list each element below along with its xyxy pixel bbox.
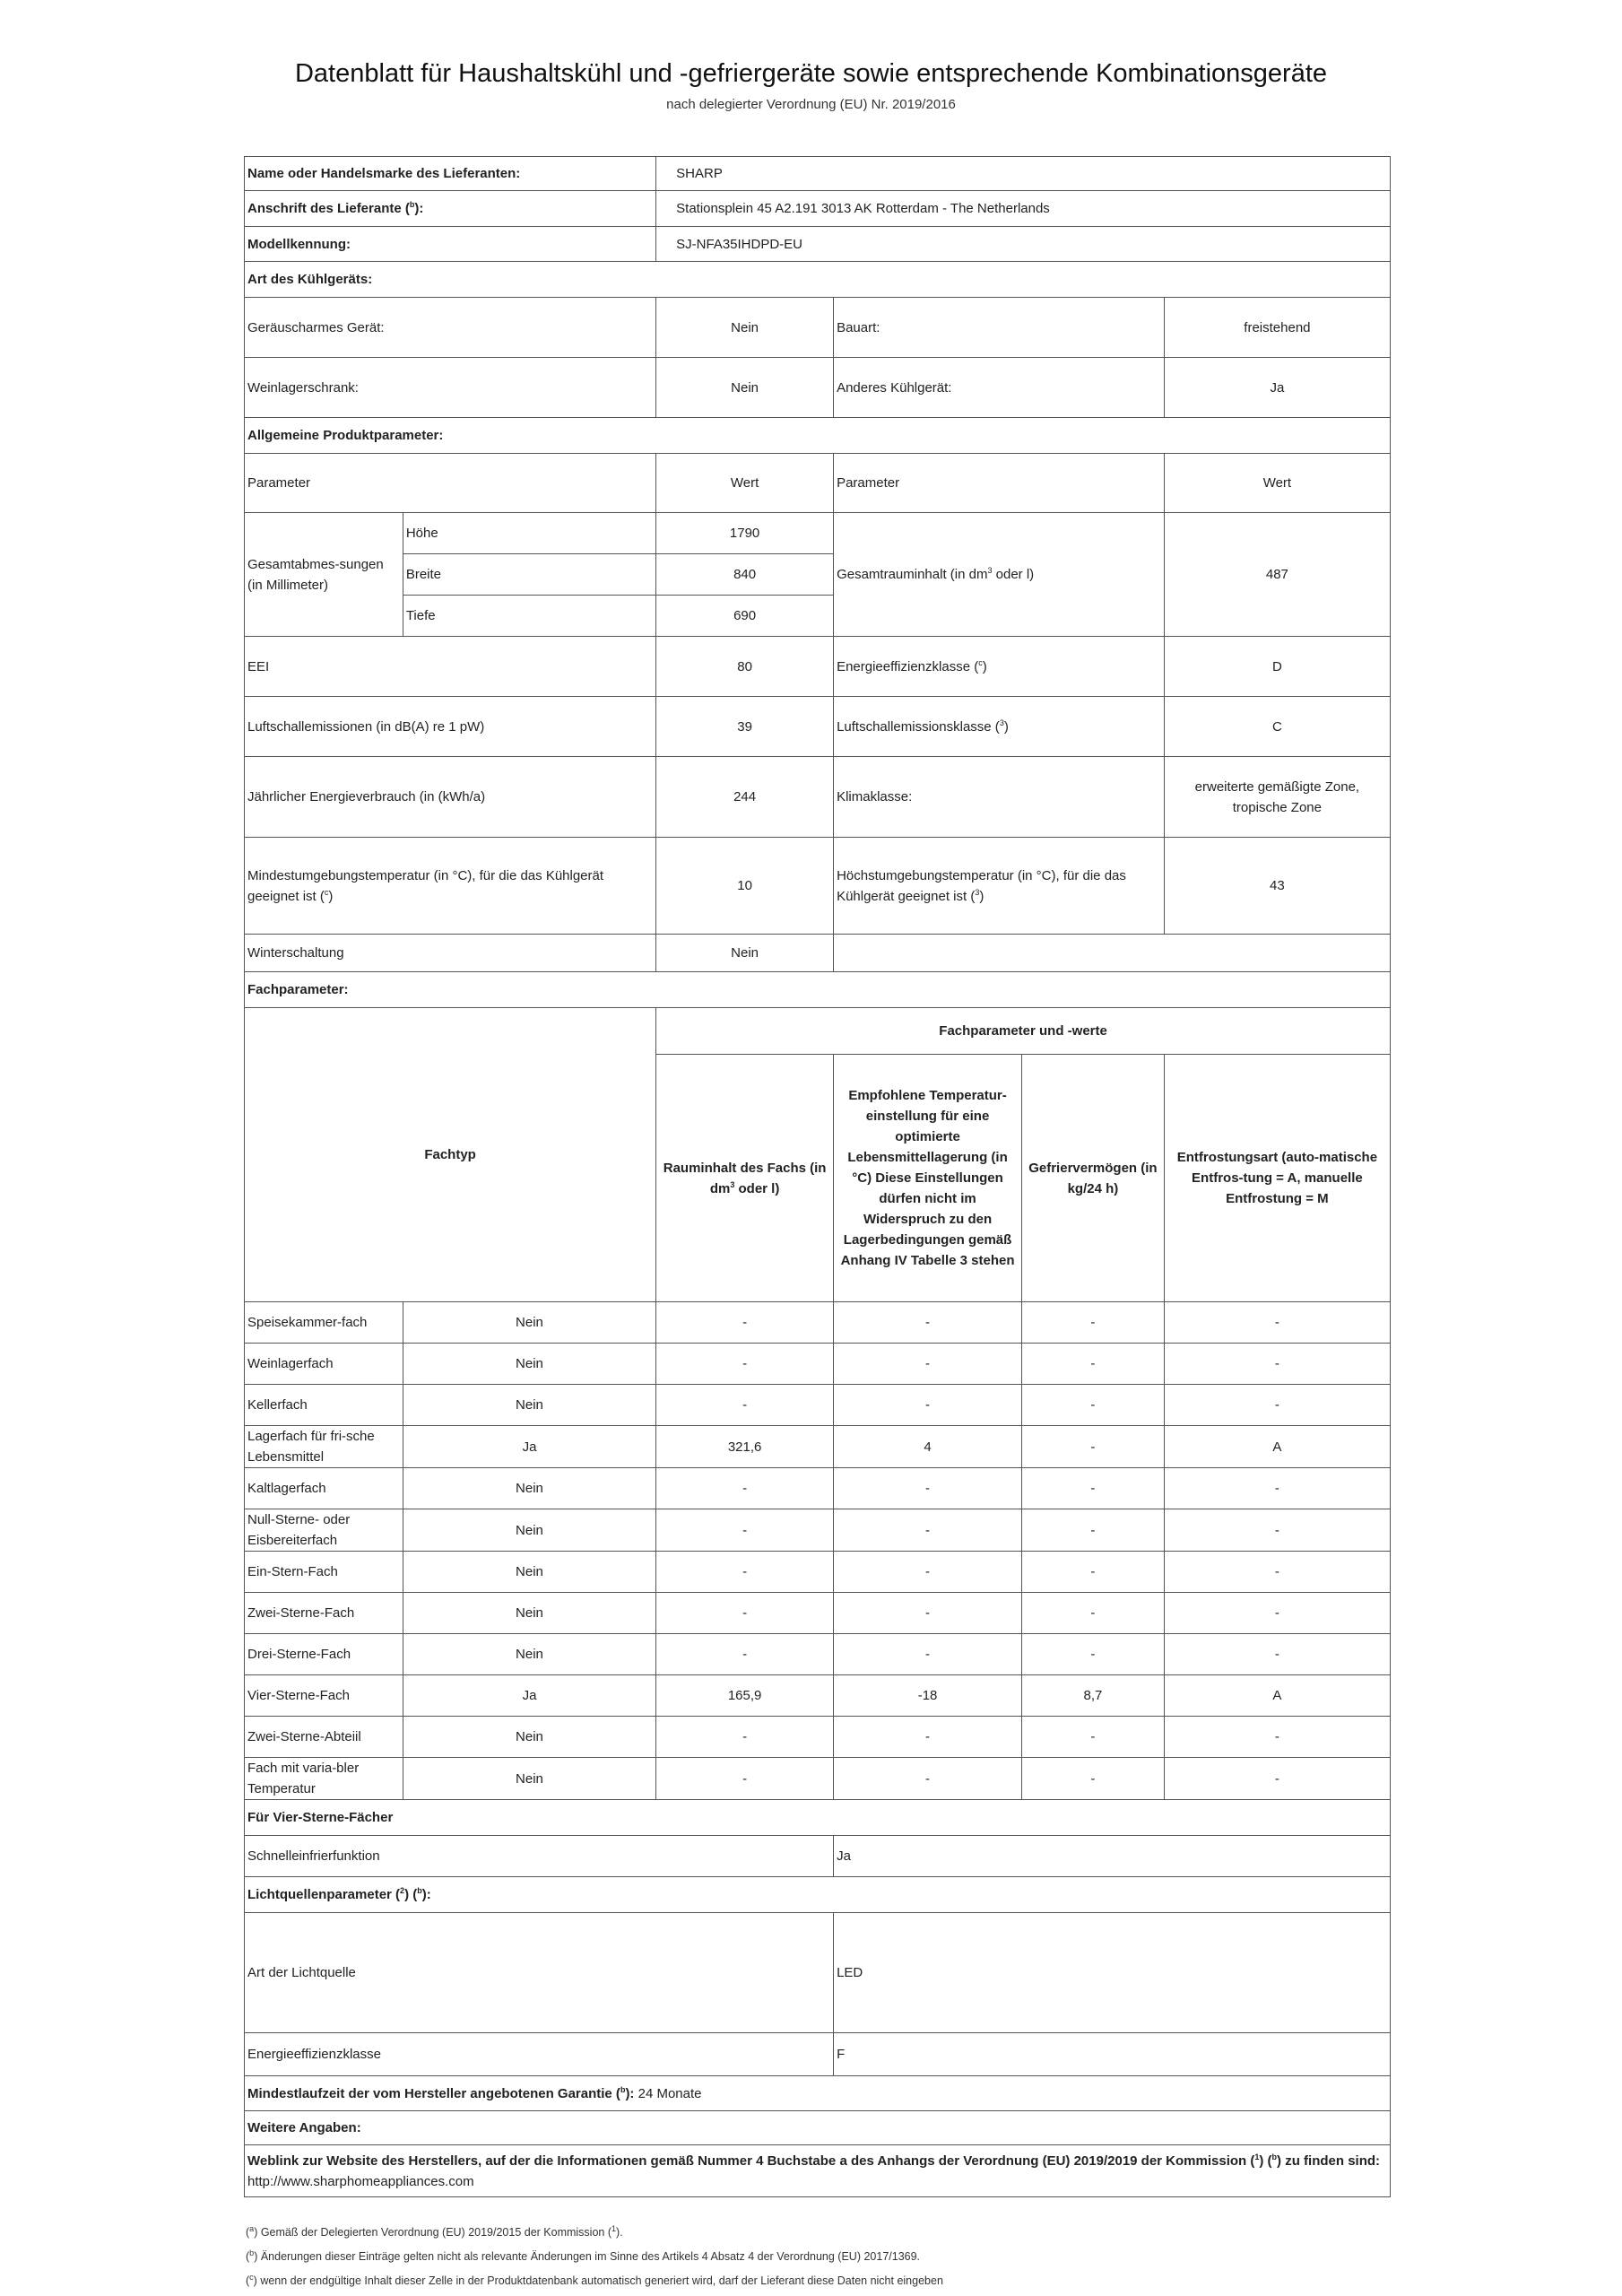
compartment-name: Zwei-Sterne-Fach — [245, 1593, 403, 1634]
compartment-temp: 4 — [834, 1426, 1022, 1468]
compartment-defrost-type: - — [1164, 1717, 1390, 1758]
weblink-label: Weblink zur Website des Herstellers, auf der die Informationen gemäß Nummer 4 Buchstabe a des Anhangs der Verordnung (EU) 2019/2019 der Kommission ($^1$) ($^b$) zu finden sind: — [247, 2152, 1381, 2169]
fast-freeze-row — [245, 1836, 1391, 1877]
wine-value: Nein — [656, 358, 834, 418]
depth-label: Tiefe — [403, 596, 655, 637]
document-title: Datenblatt für Haushaltskühl und -gefriergeräte sowie entsprechende Kombinationsgeräte — [294, 59, 1328, 88]
light-class-row — [245, 2033, 1391, 2076]
noise-class-label: Luftschallemissionsklasse ($^3$) — [834, 697, 1165, 757]
param-header-row — [245, 454, 1391, 513]
compartment-row — [245, 1344, 1391, 1385]
compartment-present: Nein — [403, 1385, 655, 1426]
compartment-defrost-type: - — [1164, 1344, 1390, 1385]
light-heading-row — [245, 1877, 1391, 1913]
compartment-volume: - — [656, 1385, 834, 1426]
type-heading-row — [245, 262, 1391, 298]
weblink-cell — [245, 2145, 1391, 2197]
compartment-freezing-capacity: - — [1022, 1344, 1165, 1385]
footnote-c: ($^c$) wenn der endgültige Inhalt dieser Zelle in der Produktdatenbank automatisch generiert wird, darf der Lieferant diese Daten nicht eingeben — [246, 2272, 943, 2287]
wine-row — [245, 358, 1391, 418]
four-star-heading: Für Vier-Sterne-Fächer — [245, 1800, 1391, 1836]
annual-energy-value: 244 — [656, 757, 834, 838]
compartment-rows — [245, 1302, 1391, 1800]
annual-energy-row — [245, 757, 1391, 838]
compartment-freezing-capacity: - — [1022, 1593, 1165, 1634]
compartment-present: Nein — [403, 1758, 655, 1800]
compartments-group-header-row — [245, 1008, 1391, 1055]
compartment-row — [245, 1468, 1391, 1509]
light-class-label: Energieeffizienzklasse — [245, 2033, 834, 2076]
compartment-freezing-capacity: - — [1022, 1468, 1165, 1509]
further-heading-row — [245, 2111, 1391, 2145]
compartment-freezing-capacity: - — [1022, 1509, 1165, 1552]
compartment-name: Kaltlagerfach — [245, 1468, 403, 1509]
compartment-volume: - — [656, 1593, 834, 1634]
compartment-defrost-type: - — [1164, 1468, 1390, 1509]
compartment-row — [245, 1302, 1391, 1344]
compartments-heading-row — [245, 972, 1391, 1008]
weblink-url[interactable]: http://www.sharphomeappliances.com — [247, 2173, 474, 2189]
low-noise-value: Nein — [656, 298, 834, 358]
other-cooler-value: Ja — [1164, 358, 1390, 418]
supplier-name-label: Name oder Handelsmarke des Lieferanten: — [245, 157, 656, 191]
compartment-volume: - — [656, 1634, 834, 1675]
type-heading: Art des Kühlgeräts: — [245, 262, 1391, 298]
energy-class-value: D — [1164, 637, 1390, 697]
winter-empty — [834, 935, 1391, 972]
compartment-volume: - — [656, 1758, 834, 1800]
guarantee-row — [245, 2076, 1391, 2111]
compartment-freezing-capacity: - — [1022, 1758, 1165, 1800]
compartment-row — [245, 1675, 1391, 1717]
compartment-freezing-capacity: - — [1022, 1552, 1165, 1593]
compartment-row — [245, 1509, 1391, 1552]
compartment-name: Speisekammer-fach — [245, 1302, 403, 1344]
light-type-value: LED — [834, 1913, 1391, 2033]
four-star-heading-row — [245, 1800, 1391, 1836]
compartment-present: Nein — [403, 1468, 655, 1509]
compartment-row — [245, 1634, 1391, 1675]
design-label: Bauart: — [834, 298, 1165, 358]
noise-class-value: C — [1164, 697, 1390, 757]
compartment-temp: - — [834, 1302, 1022, 1344]
low-noise-row — [245, 298, 1391, 358]
ambient-temp-row — [245, 838, 1391, 935]
compartment-name: Lagerfach für fri-sche Lebensmittel — [245, 1426, 403, 1468]
model-label: Modellkennung: — [245, 227, 656, 262]
value-header-left: Wert — [656, 454, 834, 513]
compartment-temp: - — [834, 1758, 1022, 1800]
compartment-volume: - — [656, 1344, 834, 1385]
compartment-present: Nein — [403, 1302, 655, 1344]
defrost-type-header: Entfrostungsart (auto-matische Entfros-tung = A, manuelle Entfrostung = M — [1164, 1055, 1390, 1302]
footnote-a: ($^a$) Gemäß der Delegierten Verordnung (EU) 2019/2015 der Kommission ($^1$). — [246, 2223, 623, 2239]
winter-label: Winterschaltung — [245, 935, 656, 972]
compartment-present: Nein — [403, 1593, 655, 1634]
supplier-address-value: Stationsplein 45 A2.191 3013 AK Rotterdam - The Netherlands — [656, 191, 1391, 227]
compartment-name: Weinlagerfach — [245, 1344, 403, 1385]
compartment-temp: - — [834, 1634, 1022, 1675]
compartment-temp: - — [834, 1717, 1022, 1758]
eei-row — [245, 637, 1391, 697]
compartment-defrost-type: - — [1164, 1302, 1390, 1344]
compartment-present: Nein — [403, 1717, 655, 1758]
other-cooler-label: Anderes Kühlgerät: — [834, 358, 1165, 418]
compartment-name: Zwei-Sterne-Abteiil — [245, 1717, 403, 1758]
compartment-defrost-type: A — [1164, 1426, 1390, 1468]
height-value: 1790 — [656, 513, 834, 554]
compartment-present: Nein — [403, 1344, 655, 1385]
light-class-value: F — [834, 2033, 1391, 2076]
compartment-defrost-type: - — [1164, 1385, 1390, 1426]
general-heading-row — [245, 418, 1391, 454]
compartments-group-header: Fachparameter und -werte — [656, 1008, 1391, 1055]
height-label: Höhe — [403, 513, 655, 554]
winter-value: Nein — [656, 935, 834, 972]
min-temp-label: Mindestumgebungstemperatur (in °C), für die das Kühlgerät geeignet ist ($^c$) — [245, 838, 656, 935]
guarantee-cell — [245, 2076, 1391, 2111]
param-header-left: Parameter — [245, 454, 656, 513]
eei-label: EEI — [245, 637, 656, 697]
compartment-present: Nein — [403, 1634, 655, 1675]
compartment-name: Ein-Stern-Fach — [245, 1552, 403, 1593]
compartment-present: Nein — [403, 1509, 655, 1552]
fast-freeze-value: Ja — [834, 1836, 1391, 1877]
datasheet-table — [244, 156, 1391, 2197]
compartment-row — [245, 1717, 1391, 1758]
depth-value: 690 — [656, 596, 834, 637]
compartment-row — [245, 1552, 1391, 1593]
compartment-row — [245, 1385, 1391, 1426]
compartment-volume: - — [656, 1468, 834, 1509]
compartment-name: Vier-Sterne-Fach — [245, 1675, 403, 1717]
compartment-name: Drei-Sterne-Fach — [245, 1634, 403, 1675]
total-volume-label: Gesamtrauminhalt (in $dm^3$ oder l) — [834, 513, 1165, 637]
compartment-row — [245, 1593, 1391, 1634]
noise-label: Luftschallemissionen (in dB(A) re 1 pW) — [245, 697, 656, 757]
design-value: freistehend — [1164, 298, 1390, 358]
winter-row — [245, 935, 1391, 972]
compartment-name: Null-Sterne- oder Eisbereiterfach — [245, 1509, 403, 1552]
light-type-label: Art der Lichtquelle — [245, 1913, 834, 2033]
general-heading: Allgemeine Produktparameter: — [245, 418, 1391, 454]
light-heading: Lichtquellenparameter ($^2$) ($^b$): — [245, 1877, 1391, 1913]
compartment-name: Fach mit varia-bler Temperatur — [245, 1758, 403, 1800]
climate-class-value: erweiterte gemäßigte Zone, tropische Zone — [1164, 757, 1390, 838]
fachtyp-header: Fachtyp — [245, 1008, 656, 1302]
compartment-present: Ja — [403, 1426, 655, 1468]
compartment-volume: - — [656, 1552, 834, 1593]
fast-freeze-label: Schnelleinfrierfunktion — [245, 1836, 834, 1877]
model-row — [245, 227, 1391, 262]
wine-label: Weinlagerschrank: — [245, 358, 656, 418]
compartment-defrost-type: - — [1164, 1593, 1390, 1634]
noise-row — [245, 697, 1391, 757]
compartment-present: Nein — [403, 1552, 655, 1593]
weblink-row — [245, 2145, 1391, 2197]
compartment-temp: - — [834, 1385, 1022, 1426]
compartment-freezing-capacity: 8,7 — [1022, 1675, 1165, 1717]
further-heading: Weitere Angaben: — [245, 2111, 1391, 2145]
compartment-temp: - — [834, 1468, 1022, 1509]
compartment-volume: - — [656, 1717, 834, 1758]
climate-class-label: Klimaklasse: — [834, 757, 1165, 838]
compartment-temp: - — [834, 1509, 1022, 1552]
compartment-present: Ja — [403, 1675, 655, 1717]
compartment-freezing-capacity: - — [1022, 1302, 1165, 1344]
max-temp-value: 43 — [1164, 838, 1390, 935]
supplier-address-row — [245, 191, 1391, 227]
footnotes — [246, 2221, 943, 2293]
compartment-volume: 321,6 — [656, 1426, 834, 1468]
min-temp-value: 10 — [656, 838, 834, 935]
model-value: SJ-NFA35IHDPD-EU — [656, 227, 1391, 262]
supplier-name-row — [245, 157, 1391, 191]
compartment-defrost-type: - — [1164, 1552, 1390, 1593]
value-header-right: Wert — [1164, 454, 1390, 513]
guarantee-value: 24 Monate — [634, 2085, 702, 2101]
compartment-freezing-capacity: - — [1022, 1426, 1165, 1468]
compartment-temp: - — [834, 1593, 1022, 1634]
param-header-right: Parameter — [834, 454, 1165, 513]
compartment-freezing-capacity: - — [1022, 1717, 1165, 1758]
compartment-row — [245, 1758, 1391, 1800]
supplier-name-value: SHARP — [656, 157, 1391, 191]
compartment-row — [245, 1426, 1391, 1468]
recommended-temp-header: Empfohlene Temperatur-einstellung für eine optimierte Lebensmittellagerung (in °C) Diese Einstellungen dürfen nicht im Widerspruch zu den Lagerbedingungen gemäß Anhang IV Tabelle 3 stehen — [834, 1055, 1022, 1302]
supplier-address-label: Anschrift des Lieferante ($^b$): — [245, 191, 656, 227]
width-label: Breite — [403, 554, 655, 596]
compartment-volume-header: Rauminhalt des Fachs (in $dm^3$ oder l) — [656, 1055, 834, 1302]
guarantee-label: Mindestlaufzeit der vom Hersteller angebotenen Garantie ($^b$): — [247, 2084, 635, 2101]
compartment-volume: 165,9 — [656, 1675, 834, 1717]
compartment-defrost-type: - — [1164, 1509, 1390, 1552]
eei-value: 80 — [656, 637, 834, 697]
noise-value: 39 — [656, 697, 834, 757]
compartment-defrost-type: - — [1164, 1758, 1390, 1800]
annual-energy-label: Jährlicher Energieverbrauch (in (kWh/a) — [245, 757, 656, 838]
document-subtitle: nach delegierter Verordnung (EU) Nr. 2019/2016 — [666, 97, 956, 112]
compartment-freezing-capacity: - — [1022, 1634, 1165, 1675]
compartment-defrost-type: - — [1164, 1634, 1390, 1675]
width-value: 840 — [656, 554, 834, 596]
max-temp-label: Höchstumgebungstemperatur (in °C), für die das Kühlgerät geeignet ist ($^3$) — [834, 838, 1165, 935]
compartments-heading: Fachparameter: — [245, 972, 1391, 1008]
low-noise-label: Geräuscharmes Gerät: — [245, 298, 656, 358]
energy-class-label: Energieeffizienzklasse ($^c$) — [834, 637, 1165, 697]
compartment-defrost-type: A — [1164, 1675, 1390, 1717]
compartment-volume: - — [656, 1509, 834, 1552]
freezing-capacity-header: Gefriervermögen (in kg/24 h) — [1022, 1055, 1165, 1302]
compartment-freezing-capacity: - — [1022, 1385, 1165, 1426]
compartment-volume: - — [656, 1302, 834, 1344]
total-volume-value: 487 — [1164, 513, 1390, 637]
compartment-name: Kellerfach — [245, 1385, 403, 1426]
height-row — [245, 513, 1391, 554]
light-type-row — [245, 1913, 1391, 2033]
footnote-b: ($^b$) Änderungen dieser Einträge gelten nicht als relevante Änderungen im Sinne des Artikels 4 Absatz 4 der Verordnung (EU) 2017/1369. — [246, 2248, 921, 2263]
compartment-temp: -18 — [834, 1675, 1022, 1717]
compartment-temp: - — [834, 1344, 1022, 1385]
dimensions-label: Gesamtabmes-sungen (in Millimeter) — [245, 513, 403, 637]
compartment-temp: - — [834, 1552, 1022, 1593]
